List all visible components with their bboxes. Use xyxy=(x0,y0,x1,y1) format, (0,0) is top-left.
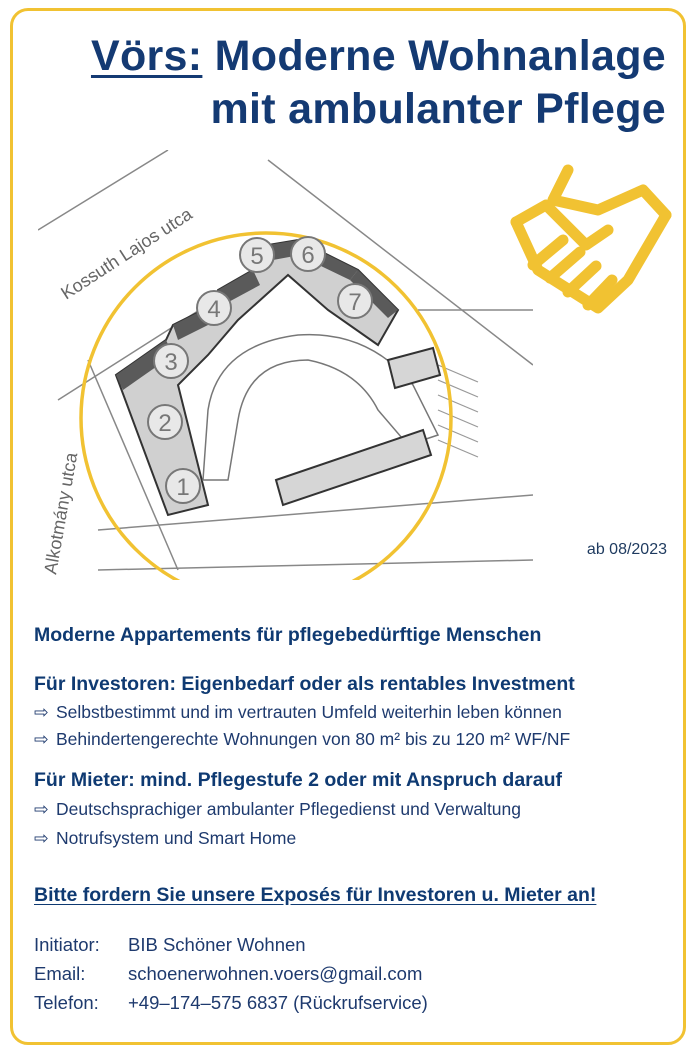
tenants-bullet xyxy=(34,799,680,820)
building-number-7: 7 xyxy=(348,289,362,316)
contact-phone-value: +49–174–575 6837 (Rückrufservice) xyxy=(128,992,428,1013)
building-number-6: 6 xyxy=(301,242,315,269)
building-number-5: 5 xyxy=(250,243,264,270)
availability-date: ab 08/2023 xyxy=(586,541,667,558)
headline-line-1 xyxy=(91,30,666,83)
headline xyxy=(91,30,666,136)
building-number-1: 1 xyxy=(176,474,190,501)
outline-right-arrow-icon: ⇨ xyxy=(34,702,49,722)
headline-line-2: mit ambulanter Pflege xyxy=(210,85,666,133)
contact-label: Telefon: xyxy=(34,992,99,1013)
contact-email xyxy=(34,963,422,985)
bullet-text: Deutschsprachiger ambulanter Pflegedienst und Verwaltung xyxy=(56,799,522,819)
outline-right-arrow-icon: ⇨ xyxy=(34,828,49,848)
handshake-icon xyxy=(508,160,673,315)
tenants-bullet xyxy=(34,828,680,849)
outline-right-arrow-icon: ⇨ xyxy=(34,729,49,749)
building-number-3: 3 xyxy=(164,349,178,376)
site-plan xyxy=(38,150,533,580)
contact-email-value: schoenerwohnen.voers@gmail.com xyxy=(128,963,423,984)
subtitle: Moderne Appartements für pflegebedürftige Menschen xyxy=(34,624,542,646)
street-label-top: Kossuth Lajos utca xyxy=(57,203,196,304)
bullet-text: Selbstbestimmt und im vertrauten Umfeld weiterhin leben können xyxy=(56,702,562,722)
investors-bullet xyxy=(34,729,680,750)
building-number-2: 2 xyxy=(158,410,172,437)
contact-phone xyxy=(34,992,428,1014)
outline-right-arrow-icon: ⇨ xyxy=(34,799,49,819)
bullet-text: Behindertengerechte Wohnungen von 80 m² bis zu 120 m² WF/NF xyxy=(56,729,571,749)
building-number-4: 4 xyxy=(207,296,221,323)
contact-label: Email: xyxy=(34,963,86,984)
bullet-text: Notrufsystem und Smart Home xyxy=(56,828,297,848)
contact-label: Initiator: xyxy=(34,934,100,955)
investors-heading: Für Investoren: Eigenbedarf oder als rentables Investment xyxy=(34,673,575,695)
contact-initiator xyxy=(34,934,306,956)
street-label-left: Alkotmány utca xyxy=(40,451,82,576)
headline-place: Vörs: xyxy=(90,32,203,80)
investors-bullet xyxy=(34,702,680,723)
headline-line1-rest: Moderne Wohnanlage xyxy=(214,32,666,80)
tenants-heading: Für Mieter: mind. Pflegestufe 2 oder mit Anspruch darauf xyxy=(34,769,563,791)
call-to-action: Bitte fordern Sie unsere Exposés für Investoren u. Mieter an! xyxy=(34,884,597,906)
contact-value: BIB Schöner Wohnen xyxy=(128,934,306,955)
